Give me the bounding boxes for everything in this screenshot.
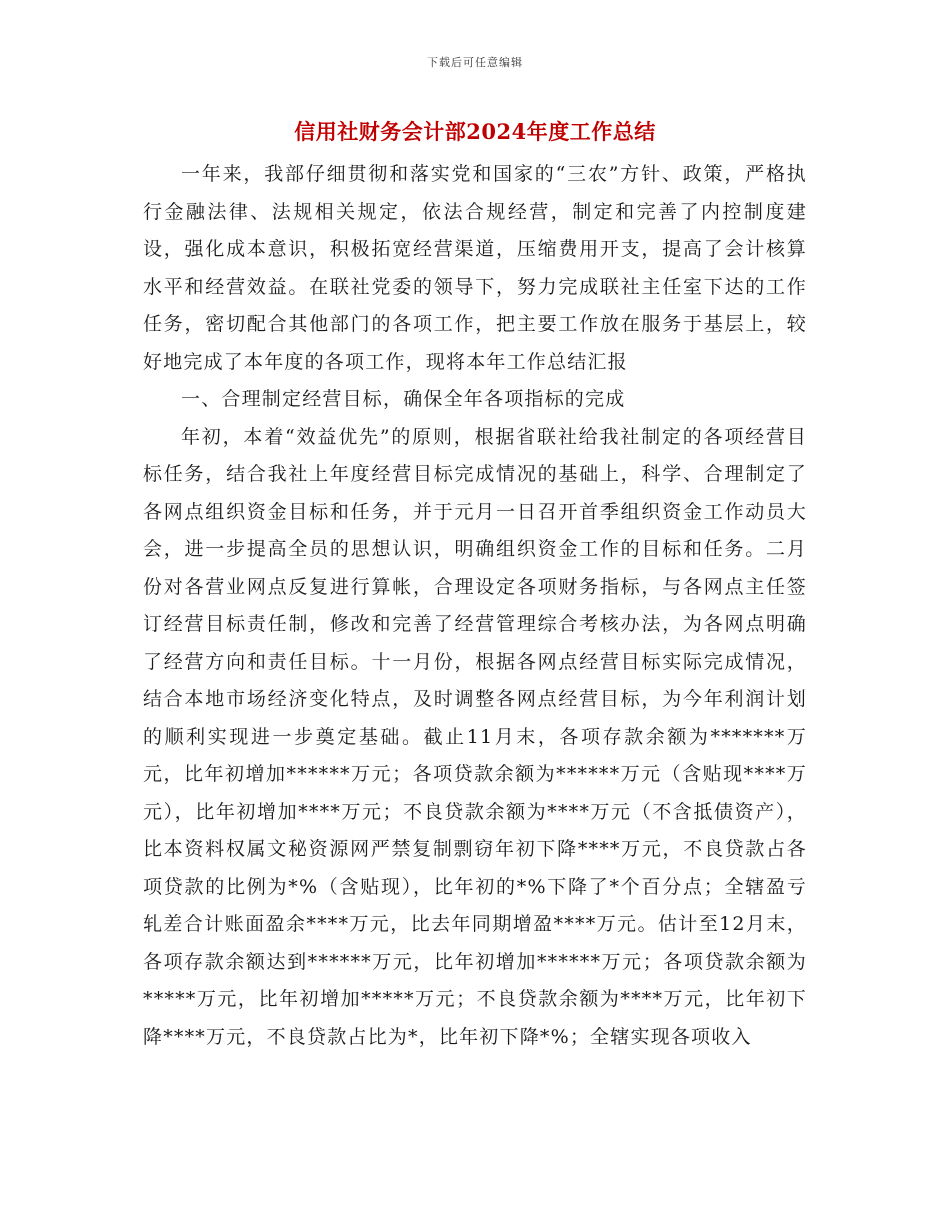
section-heading: 一、合理制定经营目标，确保全年各项指标的完成: [181, 388, 626, 410]
body-paragraph: 年初，本着“效益优先”的原则，根据省联社给我社制定的各项经营目标任务，结合我社上年度经营目标完成情况的基础上，科学、合理制定了各网点组织资金目标和任务，并于元月一日召开首季组织资金工作动员大会，进一步提高全员的思想认识，明确组织资金工作的目标和任务。二月份对各营业网点反复进行算帐，合理设定各项财务指标，与各网点主任签订经营目标责任制，修改和完善了经营管理综合考核办法，为各网点明确了经营方向和责任目标。十一月份，根据各网点经营目标实际完成情况，结合本地市场经济变化特点，及时调整各网点经营目标，为今年利润计划的顺利实现进一步奠定基础。截止11月末，各项存款余额为*******万元，比年初增加******万元；各项贷款余额为******万元（含贴现****万元），比年初增加****万元；不良贷款余额为****万元（不含抵债资产），比本资料权属文秘资源网严禁复制剽窃年初下降****万元，不良贷款占各项贷款的比例为*%（含贴现），比年初的*%下降了*个百分点；全辖盈亏轧差合计账面盈余****万元，比去年同期增盈****万元。估计至12月末，各项存款余额达到******万元，比年初增加******万元；各项贷款余额为*****万元，比年初增加*****万元；不良贷款余额为****万元，比年初下降****万元，不良贷款占比为*，比年初下降*%；全辖实现各项收入: [143, 425, 807, 1048]
document-body: [143, 156, 807, 1056]
page-title: 信用社财务会计部2024年度工作总结: [294, 119, 656, 144]
header-note: 下载后可任意编辑: [427, 56, 523, 69]
intro-paragraph: 一年来，我部仔细贯彻和落实党和国家的“三农”方针、政策，严格执行金融法律、法规相关规定，依法合规经营，制定和完善了内控制度建设，强化成本意识，积极拓宽经营渠道，压缩费用开支，提高了会计核算水平和经营效益。在联社党委的领导下，努力完成联社主任室下达的工作任务，密切配合其他部门的各项工作，把主要工作放在服务于基层上，较好地完成了本年度的各项工作，现将本年工作总结汇报: [143, 163, 807, 373]
